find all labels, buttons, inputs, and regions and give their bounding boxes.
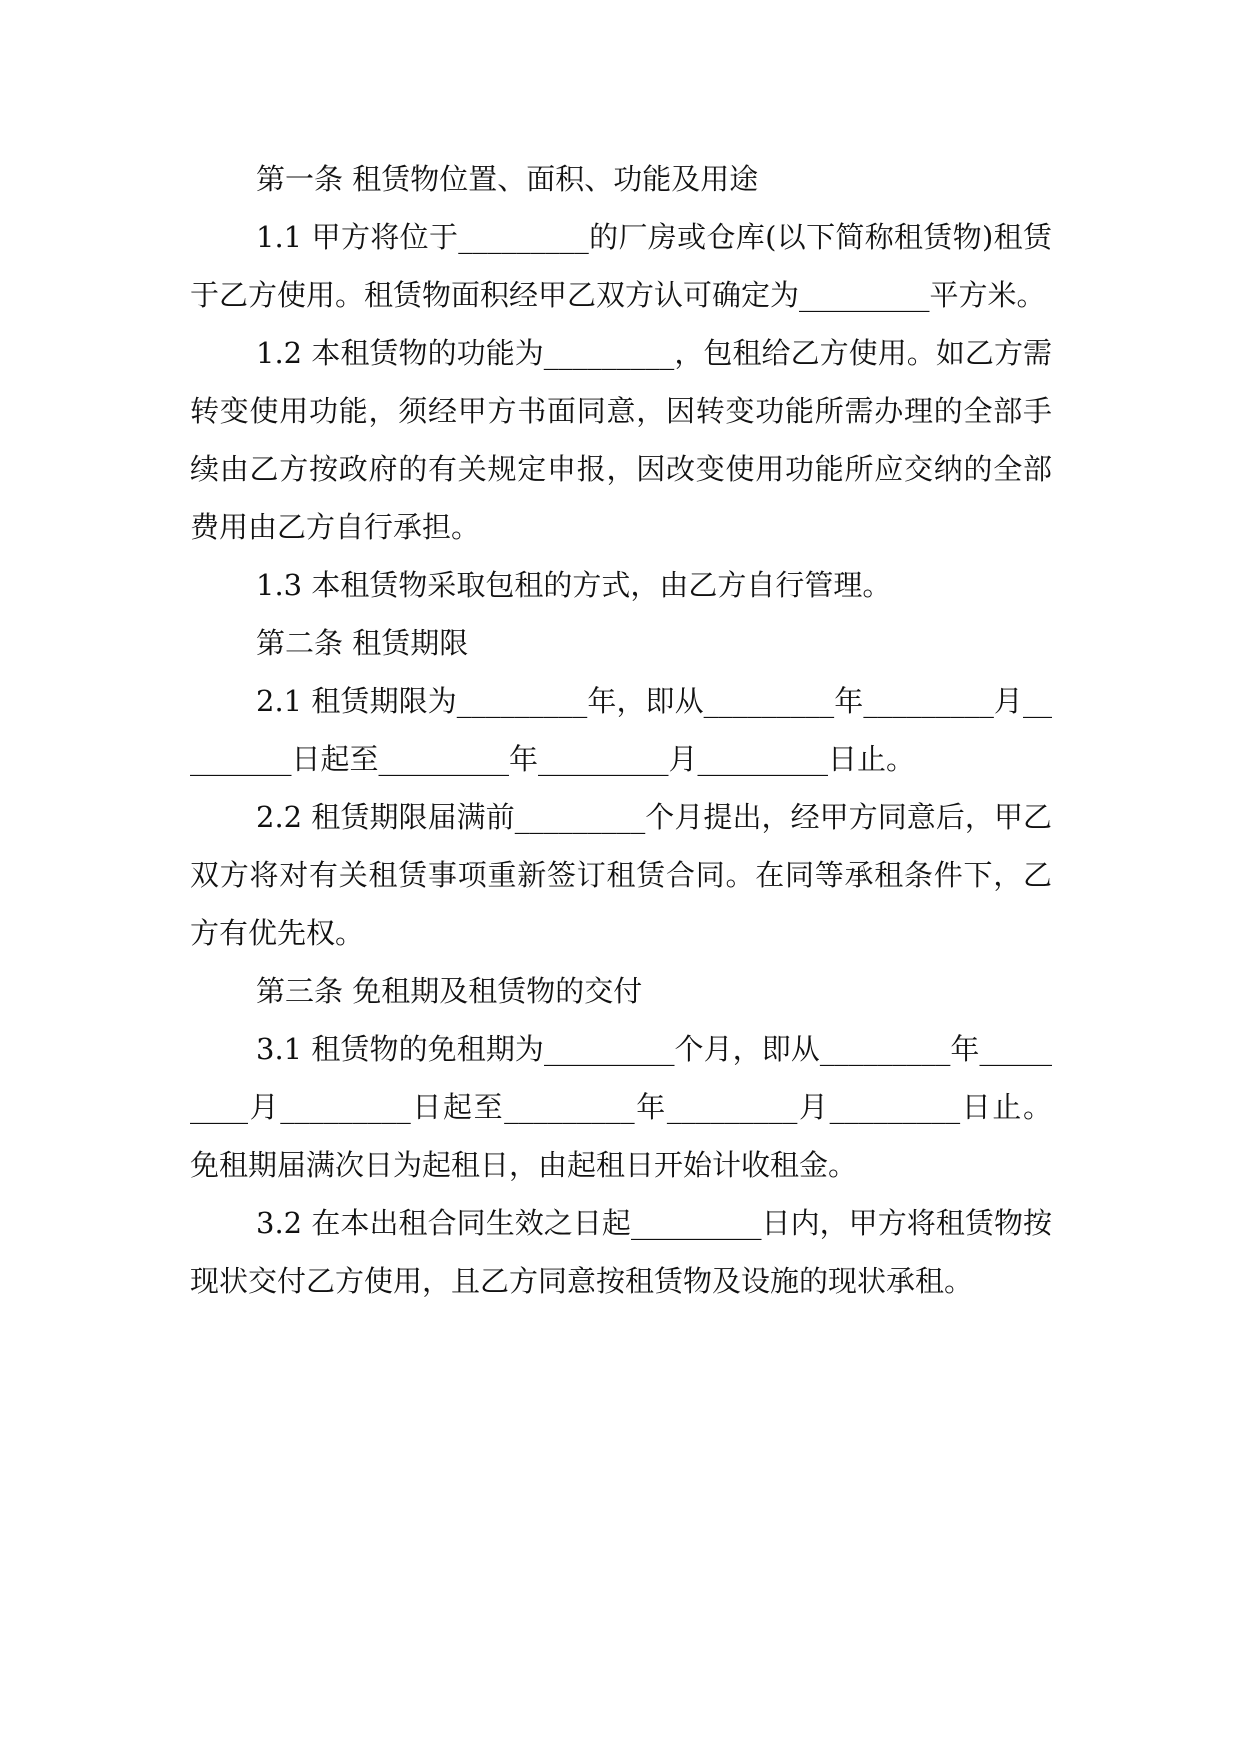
clause-1-2: 1.2 本租赁物的功能为_________，包租给乙方使用。如乙方需转变使用功能，须经甲方书面同意，因转变功能所需办理的全部手续由乙方按政府的有关规定申报，因改变使用功能所应交纳的全部费用由乙方自行承担。 [190,336,1052,544]
clause-2-1: 2.1 租赁期限为_________年，即从_________年_________月_________日起至_________年_________月_________日止。 [190,684,1052,776]
clause-3-2: 3.2 在本出租合同生效之日起_________日内，甲方将租赁物按现状交付乙方使用，且乙方同意按租赁物及设施的现状承租。 [190,1206,1052,1298]
clause-1-3: 1.3 本租赁物采取包租的方式，由乙方自行管理。 [256,568,892,602]
clause-3-1: 3.1 租赁物的免租期为_________个月，即从_________年_________月_________日起至_________年_________月_________日止。免租期届满次日为起租日，由起租日开始计收租金。 [190,1032,1052,1182]
article-2-heading: 第二条 租赁期限 [256,626,469,660]
article-1-heading: 第一条 租赁物位置、面积、功能及用途 [256,162,759,196]
clause-2-2: 2.2 租赁期限届满前_________个月提出，经甲方同意后，甲乙双方将对有关租赁事项重新签订租赁合同。在同等承租条件下，乙方有优先权。 [190,800,1052,950]
article-3-heading: 第三条 免租期及租赁物的交付 [256,974,643,1008]
document-body [190,150,1052,1310]
clause-1-1: 1.1 甲方将位于_________的厂房或仓库(以下简称租赁物)租赁于乙方使用。租赁物面积经甲乙双方认可确定为_________平方米。 [190,220,1052,312]
